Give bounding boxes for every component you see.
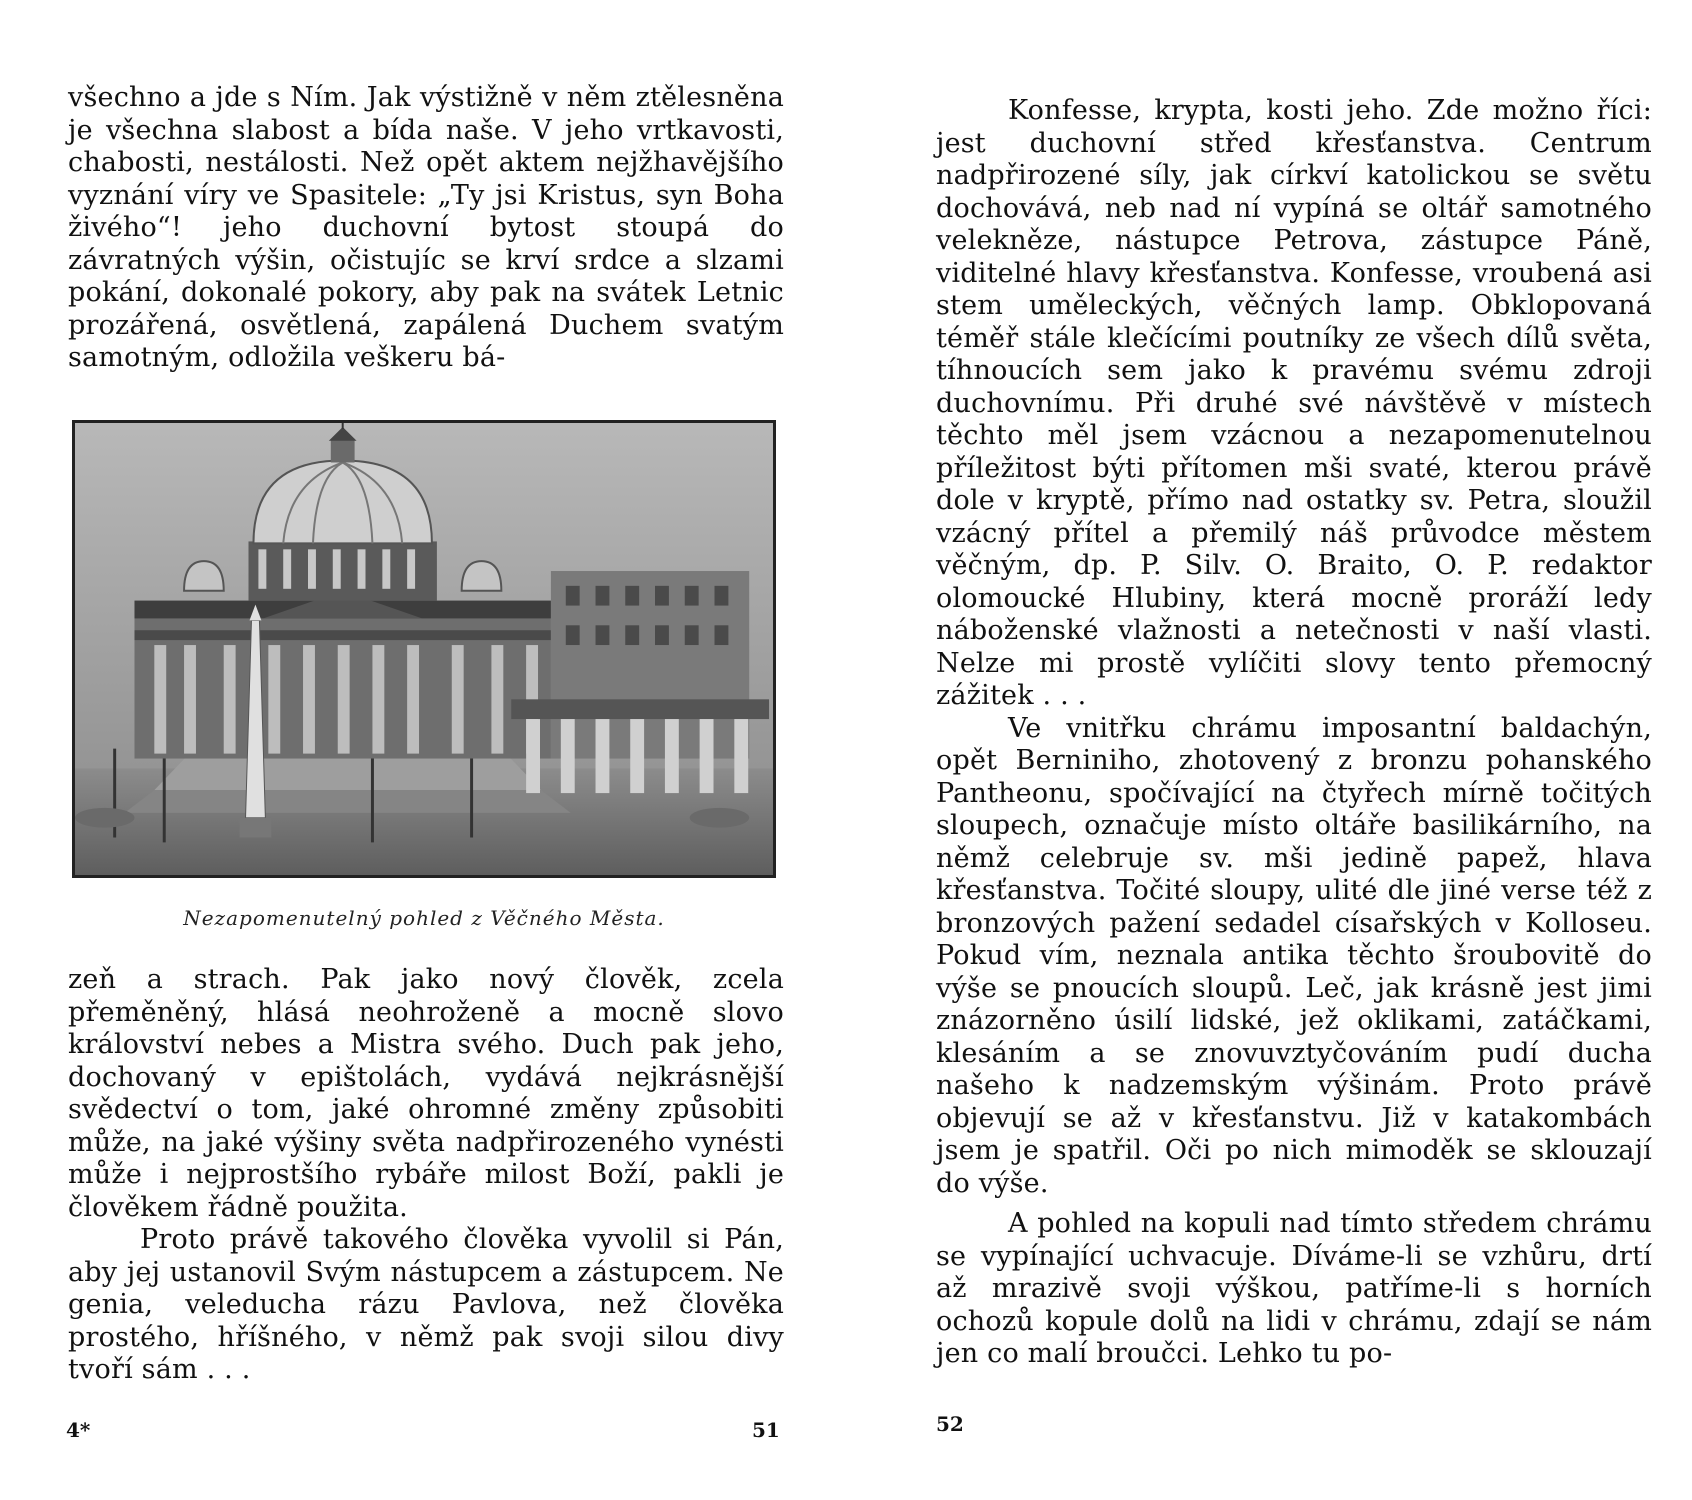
left-text-top [68,82,784,375]
basilica-illustration [75,423,773,875]
right-text [936,95,1652,1371]
paragraph: zeň a strach. Pak jako nový člověk, zcela přeměněný, hlásá neohroženě a mocně slovo království nebes a Mistra svého. Duch pak jeho, dochovaný v epištolách, vydává nejkrásnější svědectví o tom, jaké ohromné změny způsobiti může, na jaké výšiny světa nadpřirozeného vynésti může i nejprostšího rybáře milost Boží, pakli je člověkem řádně použita. [68,964,784,1223]
photo-st-peters-basilica [72,420,776,878]
page-number: 51 [752,1418,780,1442]
paragraph: Proto právě takového člověka vyvolil si Pán, aby jej ustanovil Svým nástupcem a zástupcem. Ne genia, veleducha rázu Pavlova, než člověka prostého, hříšného, v němž pak svoji silou divy tvoří sám . . . [68,1224,784,1385]
page-number: 52 [936,1412,964,1436]
paragraph: Ve vnitřku chrámu imposantní baldachýn, opět Berniniho, zhotovený z bronzu pohanského Pantheonu, spočívající na čtyřech mírně točitých sloupech, označuje místo oltáře basilikárního, na němž celebruje sv. mši jedině papež, hlava křesťanstva. Točité sloupy, ulité dle jiné verse též z bronzových pažení sedadel císařských v Kolloseu. Pokud vím, neznala antika těchto šroubovitě do výše se pnoucích sloupů. Leč, jak krásně jest jimi znázorněno úsilí lidské, jež oklikami, zatáčkami, klesáním a se znovuvztyčováním pudí ducha našeho k nadzemským výšinám. Proto právě objevují se až v křesťanstvu. Již v katakombách jsem je spatřil. Oči po nich mimoděk se sklouzají do výše. [936,712,1652,1199]
signature-mark: 4* [66,1418,91,1442]
paragraph: všechno a jde s Ním. Jak výstižně v něm ztělesněna je všechna slabost a bída naše. V jeho vrtkavosti, chabosti, nestálosti. Než opět aktem nejžhavějšího vyznání víry ve Spasitele: „Ty jsi Kristus, syn Boha živého“! jeho duchovní bytost stoupá do závratných výšin, očistujíc se krví srdce a slzami pokání, dokonalé pokory, aby pak na svátek Letnic prozářená, osvětlená, zapálená Duchem svatým samotným, odložila veškeru bá- [68,82,784,373]
paragraph: A pohled na kopuli nad tímto středem chrámu se vypínající uchvacuje. Díváme-li se vzhůru, drtí až mrazivě svoji výškou, patříme-li s horních ochozů kopule dolů na lidi v chrámu, zdají se nám jen co malí broučci. Lehko tu po- [936,1208,1652,1369]
right-page [846,0,1692,1500]
paragraph: Konfesse, krypta, kosti jeho. Zde možno říci: jest duchovní střed křesťanstva. Centrum nadpřirozené síly, jak církví katolickou se světu dochovává, neb nad ní vypíná se oltář samotného velekněze, nástupce Petrova, zástupce Páně, viditelné hlavy křesťanstva. Konfesse, vroubená asi stem uměleckých, věčných lamp. Obklopovaná téměř stále klečícími poutníky ze všech dílů světa, tíhnoucích sem jako k pravému svému zdroji duchovnímu. Při druhé své návštěvě v místech těchto měl jsem vzácnou a nezapomenutelnou příležitost býti přítomen mši svaté, kterou právě dole v kryptě, přímo nad ostatky sv. Petra, sloužil vzácný přítel a přemilý náš průvodce městem věčným, dp. P. Silv. O. Braito, O. P. redaktor olomoucké Hlubiny, která mocně proráží ledy náboženské vlažnosti a netečnosti v naší vlasti. Nelze mi prostě vylíčiti slovy tento přemocný zážitek . . . [936,95,1652,711]
left-text-bottom [68,964,784,1387]
photo-caption: Nezapomenutelný pohled z Věčného Města. [183,906,665,930]
